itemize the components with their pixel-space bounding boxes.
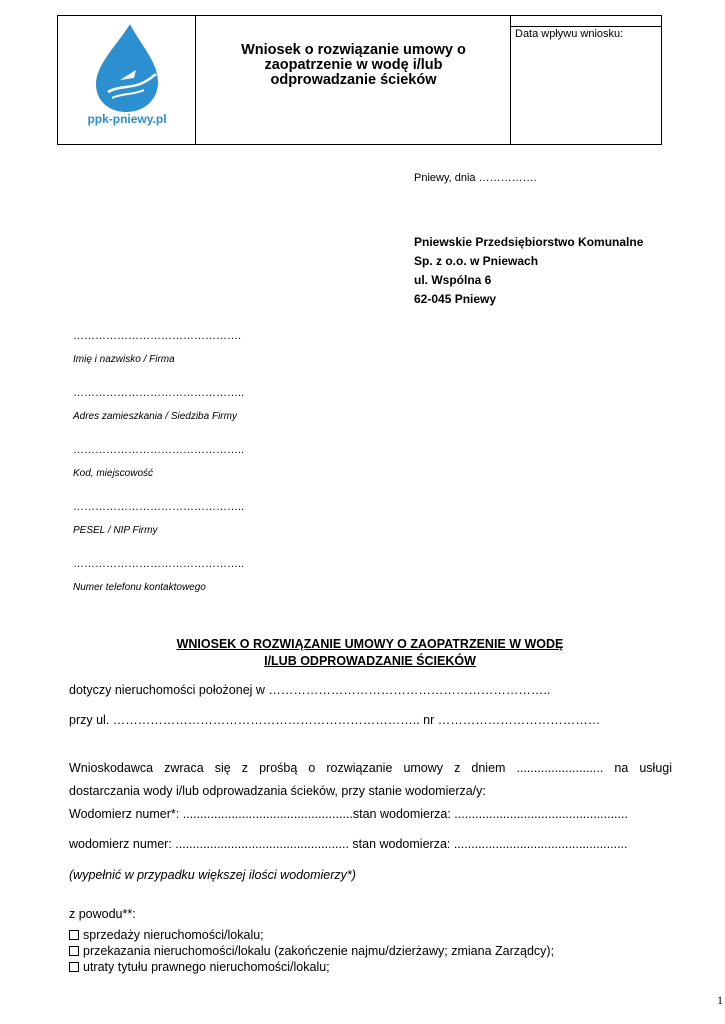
place-date-field[interactable]: Pniewy, dnia ……………. (414, 172, 537, 184)
request-text-line1[interactable]: Wnioskodawca zwraca się z prośbą o rozwiązanie umowy z dniem ......................... na usługi (69, 761, 672, 775)
logo-cell (58, 16, 196, 144)
header-table (57, 15, 662, 145)
page-number: 1 (717, 993, 723, 1007)
meter2-field[interactable]: wodomierz numer: .................................................. stan wodomierza: .................................................. (69, 837, 628, 851)
meter1-field[interactable]: Wodomierz numer*: .................................................stan wodomierza: .................................................. (69, 807, 628, 821)
water-drop-logo-icon (78, 22, 168, 114)
applicant-phone-field[interactable]: ……………………………………….. Numer telefonu kontaktowego (73, 558, 245, 593)
reason-label: z powodu**: (69, 907, 136, 921)
reason-sale-option[interactable]: sprzedaży nieruchomości/lokalu; (69, 928, 264, 942)
street-field[interactable]: przy ul. ……………………………………………………………….. nr ………………………………… (69, 713, 601, 727)
date-received-label: Data wpływu wniosku: (515, 28, 624, 40)
meter-note: (wypełnić w przypadku większej ilości wodomierzy*) (69, 868, 356, 882)
document-title: Wniosek o rozwiązanie umowy o zaopatrzenie w wodę i/lub odprowadzanie ścieków (241, 42, 466, 88)
property-location-field[interactable]: dotyczy nieruchomości położonej w ………………………………………………………….. (69, 683, 551, 697)
applicant-address-field[interactable]: ……………………………………….. Adres zamieszkania / Siedziba Firmy (73, 387, 245, 422)
request-text-line2: dostarczania wody i/lub odprowadzania ścieków, przy stanie wodomierza/y: (69, 784, 486, 798)
applicant-name-field[interactable]: ………………………………………. Imię i nazwisko / Firma (73, 330, 242, 365)
reason-loss-option[interactable]: utraty tytułu prawnego nieruchomości/lokalu; (69, 960, 330, 974)
recipient-address: Pniewskie Przedsiębiorstwo Komunalne Sp. z o.o. w Pniewach ul. Wspólna 6 62-045 Pniewy (414, 235, 644, 306)
date-received-cell (511, 16, 661, 144)
checkbox[interactable] (69, 930, 79, 940)
checkbox[interactable] (69, 962, 79, 972)
applicant-pesel-field[interactable]: ……………………………………….. PESEL / NIP Firmy (73, 501, 245, 536)
applicant-postal-field[interactable]: ……………………………………….. Kod, miejscowość (73, 444, 245, 479)
divider (511, 26, 661, 27)
reason-transfer-option[interactable]: przekazania nieruchomości/lokalu (zakończenie najmu/dzierżawy; zmiana Zarządcy); (69, 944, 554, 958)
logo-text: ppk-pniewy.pl (87, 112, 167, 126)
title-cell (196, 16, 511, 144)
form-heading: WNIOSEK O ROZWIĄZANIE UMOWY O ZAOPATRZENIE W WODĘ I/LUB ODPROWADZANIE ŚCIEKÓW (176, 637, 564, 668)
checkbox[interactable] (69, 946, 79, 956)
